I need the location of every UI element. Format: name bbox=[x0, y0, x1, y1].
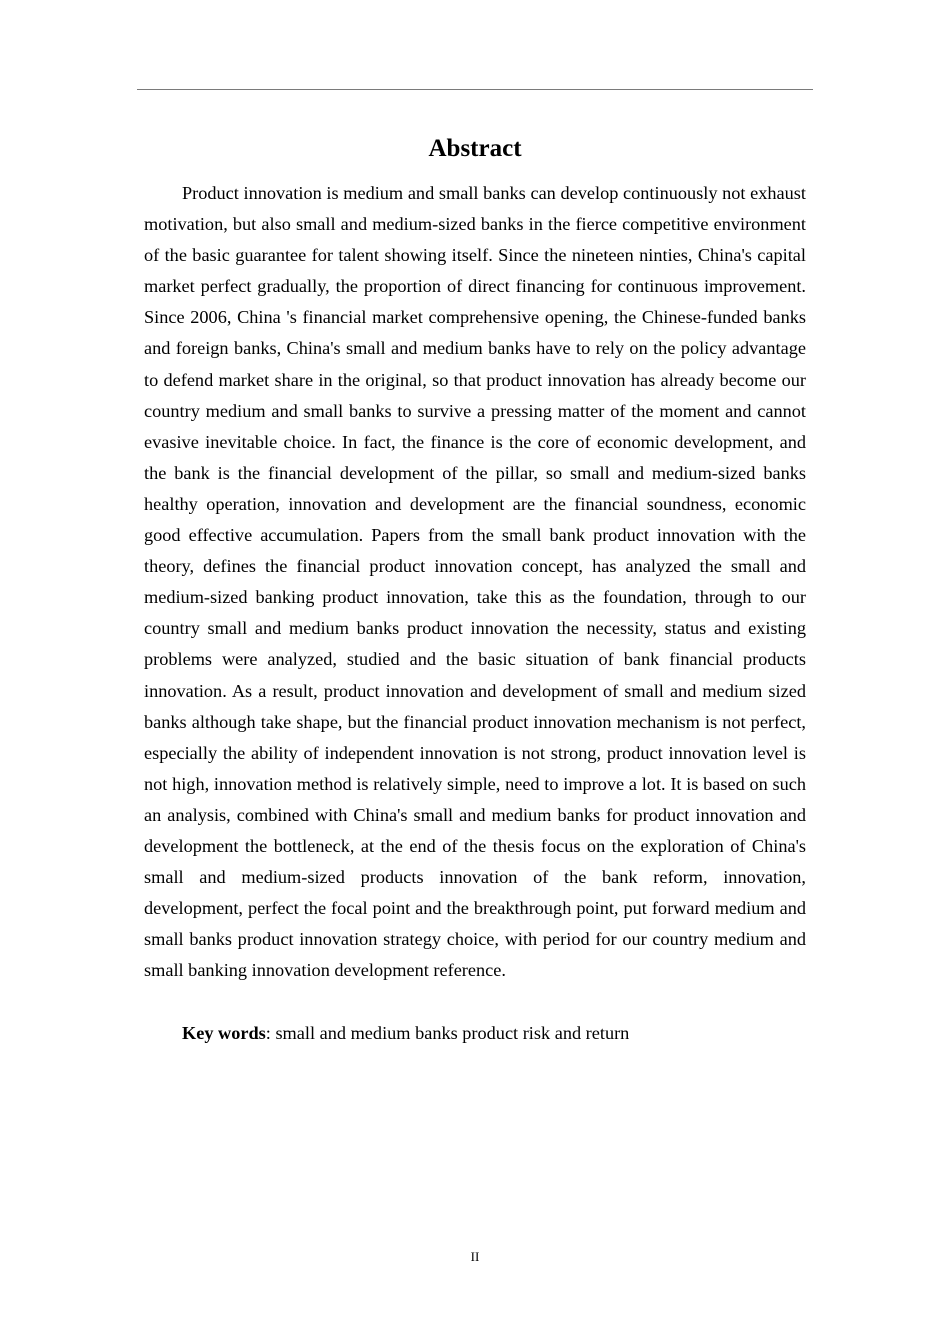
abstract-body: Product innovation is medium and small banks can develop continuously not exhaust motivation, but also small and medium-sized banks in the fierce competitive environment of the basic guarantee for talent showing itself. Since the nineteen ninties, China's capital market perfect gradually, the proportion of direct financing for continuous improvement. Since 2006, China 's financial market comprehensive opening, the Chinese-funded banks and foreign banks, China's small and medium banks have to rely on the policy advantage to defend market share in the original, so that product innovation has already become our country medium and small banks to survive a pressing matter of the moment and cannot evasive inevitable choice. In fact, the finance is the core of economic development, and the bank is the financial development of the pillar, so small and medium-sized banks healthy operation, innovation and development are the financial soundness, economic good effective accumulation. Papers from the small bank product innovation with the theory, defines the financial product innovation concept, has analyzed the small and medium-sized banking product innovation, take this as the foundation, through to our country small and medium banks product innovation the necessity, status and existing problems were analyzed, studied and the basic situation of bank financial products innovation. As a result, product innovation and development of small and medium sized banks although take shape, but the financial product innovation mechanism is not perfect, especially the ability of independent innovation is not strong, product innovation level is not high, innovation method is relatively simple, need to improve a lot. It is based on such an analysis, combined with China's small and medium banks for product innovation and development the bottleneck, at the end of the thesis focus on the exploration of China's small and medium-sized products innovation of the bank reform, innovation, development, perfect the focal point and the breakthrough point, put forward medium and small banks product innovation strategy choice, with period for our country medium and small banking innovation development reference. bbox=[144, 183, 806, 981]
abstract-title: Abstract bbox=[428, 135, 522, 162]
keywords-line bbox=[144, 1018, 806, 1049]
keywords-label: Key words bbox=[182, 1023, 266, 1043]
keywords-text: : small and medium banks product risk and return bbox=[265, 1023, 630, 1043]
header-rule bbox=[137, 89, 813, 90]
page-number: II bbox=[470, 1249, 480, 1264]
